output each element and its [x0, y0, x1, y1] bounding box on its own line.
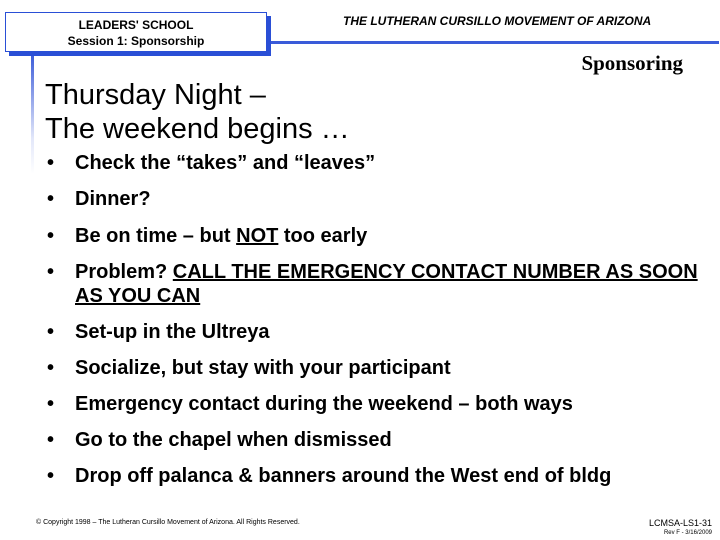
session-badge	[5, 12, 267, 52]
list-item: • Go to the chapel when dismissed	[47, 428, 707, 452]
bullet-text: too early	[278, 225, 368, 247]
list-item: • Check the “takes” and “leaves”	[47, 151, 707, 175]
list-item: • Drop off palanca & banners around the West end of bldg	[47, 464, 707, 488]
document-code: LCMSA-LS1-31	[648, 518, 712, 528]
list-item: • Set-up in the Ultreya	[47, 320, 707, 344]
section-label: Sponsoring	[581, 51, 683, 75]
bullet-list	[47, 151, 707, 488]
copyright-notice: © Copyright 1998 – The Lutheran Cursillo Movement of Arizona. All Rights Reserved.	[36, 519, 300, 526]
emphasis-not: NOT	[236, 225, 279, 247]
badge-subtitle: Session 1: Sponsorship	[67, 34, 205, 48]
title-line-2: The weekend begins …	[45, 113, 350, 145]
slide-code	[649, 518, 712, 537]
title-line-1: Thursday Night –	[45, 79, 266, 111]
revision-label: Rev F - 3/16/2009	[663, 530, 712, 536]
emergency-callout: CALL THE EMERGENCY CONTACT NUMBER AS SOON AS YOU CAN	[75, 261, 698, 307]
list-item	[47, 260, 707, 308]
bullet-text: Problem?	[75, 261, 173, 283]
side-rule	[31, 54, 34, 174]
bullet-text: Be on time – but	[75, 225, 237, 247]
badge-title: LEADERS' SCHOOL	[78, 18, 194, 32]
slide-title	[45, 78, 350, 146]
list-item	[47, 224, 707, 248]
organization-name: THE LUTHERAN CURSILLO MOVEMENT OF ARIZONA	[343, 14, 652, 28]
list-item: • Emergency contact during the weekend – both ways	[47, 392, 707, 416]
list-item: • Dinner?	[47, 187, 707, 211]
list-item: • Socialize, but stay with your participant	[47, 356, 707, 380]
